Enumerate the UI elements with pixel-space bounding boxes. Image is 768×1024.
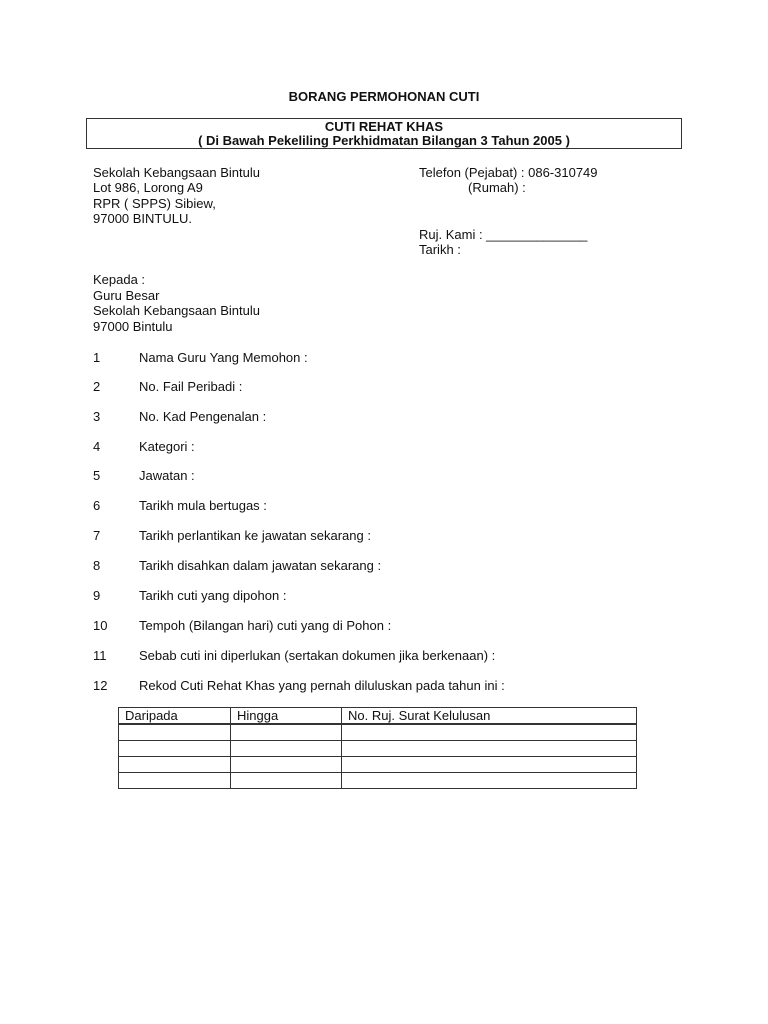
column-header: Daripada [119,708,231,725]
table-cell[interactable] [231,773,342,789]
field-number: 2 [93,379,101,394]
form-title: BORANG PERMOHONAN CUTI [288,89,480,104]
field-label: Tarikh cuti yang dipohon : [139,588,287,603]
field-number: 12 [93,678,108,693]
table-cell[interactable] [231,724,342,741]
table-cell[interactable] [119,757,231,773]
column-header: No. Ruj. Surat Kelulusan [342,708,637,725]
field-label: Rekod Cuti Rehat Khas yang pernah diluluskan pada tahun ini : [139,678,505,693]
leave-type-box [86,118,682,149]
table-cell[interactable] [342,724,637,741]
table-cell[interactable] [342,773,637,789]
circular-reference: ( Di Bawah Pekeliling Perkhidmatan Bilangan 3 Tahun 2005 ) [198,133,570,148]
table-cell[interactable] [231,741,342,757]
field-number: 11 [93,648,107,663]
table-cell[interactable] [119,724,231,741]
field-label: Tarikh disahkan dalam jawatan sekarang : [139,558,382,573]
leave-record-table [118,707,637,789]
field-label: No. Kad Pengenalan : [139,409,267,424]
field-label: Sebab cuti ini diperlukan (sertakan dokumen jika berkenaan) : [139,648,496,663]
sender-line: Sekolah Kebangsaan Bintulu [93,165,260,180]
field-label: Jawatan : [139,468,195,483]
table-row [119,773,637,789]
field-number: 6 [93,498,101,513]
table-cell[interactable] [119,741,231,757]
table-cell[interactable] [119,773,231,789]
reference-number: Ruj. Kami : ______________ [419,227,588,242]
sender-line: RPR ( SPPS) Sibiew, [93,196,216,211]
table-row [119,724,637,741]
field-label: No. Fail Peribadi : [139,379,243,394]
field-number: 7 [93,528,101,543]
recipient-line: 97000 Bintulu [93,319,173,334]
field-number: 9 [93,588,101,603]
field-number: 8 [93,558,101,573]
table-header-row [119,708,637,725]
table-row [119,757,637,773]
date-label: Tarikh : [419,242,461,257]
table-cell[interactable] [231,757,342,773]
field-label: Tempoh (Bilangan hari) cuti yang di Pohon : [139,618,392,633]
table-cell[interactable] [342,757,637,773]
home-phone: (Rumah) : [468,180,526,195]
recipient-line: Sekolah Kebangsaan Bintulu [93,303,260,318]
table-row [119,741,637,757]
table-cell[interactable] [342,741,637,757]
field-number: 3 [93,409,101,424]
field-label: Nama Guru Yang Memohon : [139,350,308,365]
column-header: Hingga [231,708,342,725]
field-label: Tarikh perlantikan ke jawatan sekarang : [139,528,371,543]
field-label: Tarikh mula bertugas : [139,498,267,513]
leave-type-title: CUTI REHAT KHAS [324,119,444,134]
field-number: 4 [93,439,101,454]
sender-line: Lot 986, Lorong A9 [93,180,203,195]
field-label: Kategori : [139,439,195,454]
field-number: 1 [93,350,101,365]
sender-line: 97000 BINTULU. [93,211,192,226]
recipient-line: Guru Besar [93,288,160,303]
field-number: 5 [93,468,101,483]
recipient-line: Kepada : [93,272,146,287]
office-phone: Telefon (Pejabat) : 086-310749 [419,165,598,180]
field-number: 10 [93,618,108,633]
